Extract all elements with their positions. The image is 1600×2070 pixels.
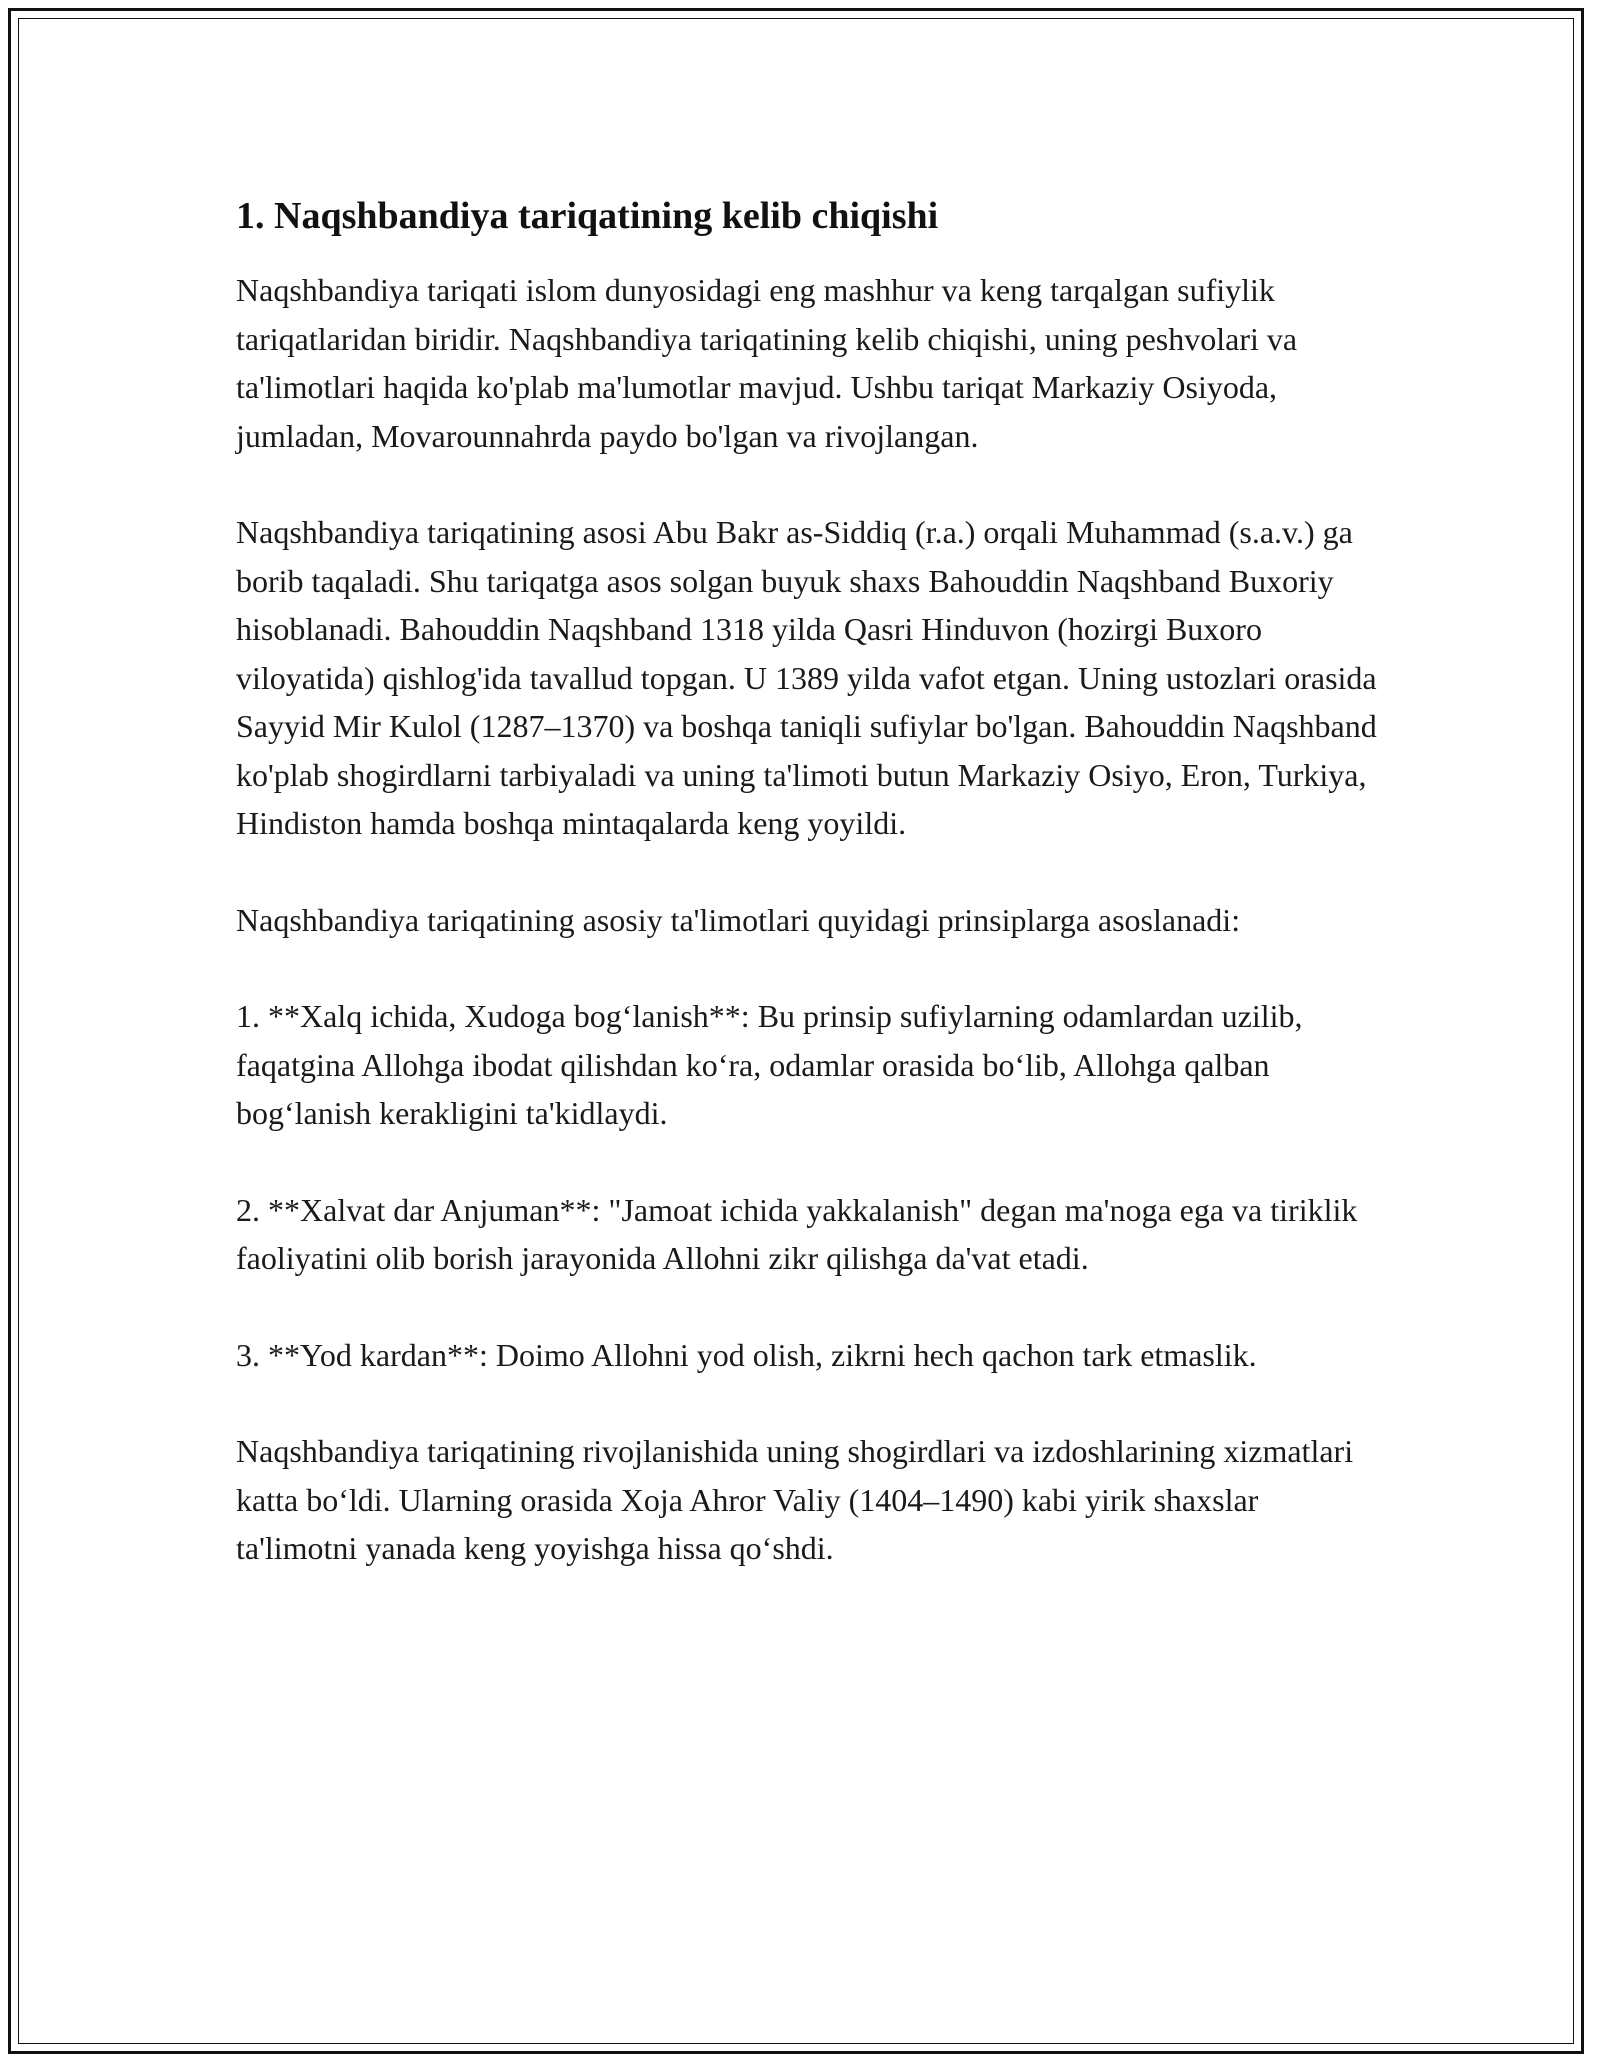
paragraph-intro: Naqshbandiya tariqati islom dunyosidagi eng mashhur va keng tarqalgan sufiylik tariqatlaridan biridir. Naqshbandiya tariqatining kelib chiqishi, uning peshvolari va ta'limotlari haqida ko'plab ma'lumotlar mavjud. Ushbu tariqat Markaziy Osiyoda, jumladan, Movarounnahrda paydo bo'lgan va rivojlangan.: [236, 272, 1298, 454]
list-item-principle-3: 3. **Yod kardan**: Doimo Allohni yod olish, zikrni hech qachon tark etmaslik.: [236, 1336, 1257, 1373]
paragraph-development: Naqshbandiya tariqatining rivojlanishida uning shogirdlari va izdoshlarining xizmatlari katta bo‘ldi. Ularning orasida Xoja Ahror Valiy (1404–1490) kabi yirik shaxslar ta'limotni yanada keng yoyishga hissa qo‘shdi.: [236, 1433, 1354, 1566]
list-item-principle-1: 1. **Xalq ichida, Xudoga bog‘lanish**: Bu prinsip sufiylarning odamlardan uzilib, faqatgina Allohga ibodat qilishdan ko‘ra, odamlar orasida bo‘lib, Allohga qalban bog‘lanish kerakligini ta'kidlaydi.: [236, 998, 1303, 1131]
paragraph-principles-intro: Naqshbandiya tariqatining asosiy ta'limotlari quyidagi prinsiplarga asoslanadi:: [236, 901, 1241, 938]
paragraph-origins: Naqshbandiya tariqatining asosi Abu Bakr as-Siddiq (r.a.) orqali Muhammad (s.a.v.) ga borib taqaladi. Shu tariqatga asos solgan buyuk shaxs Bahouddin Naqshband Buxoriy hisoblanadi. Bahouddin Naqshband 1318 yilda Qasri Hinduvon (hozirgi Buxoro viloyatida) qishlog'ida tavallud topgan. U 1389 yilda vafot etgan. Uning ustozlari orasida Sayyid Mir Kulol (1287–1370) va boshqa taniqli sufiylar bo'lgan. Bahouddin Naqshband ko'plab shogirdlarni tarbiyaladi va uning ta'limoti butun Markaziy Osiyo, Eron, Turkiya, Hindiston hamda boshqa mintaqalarda keng yoyildi.: [236, 514, 1377, 841]
list-item-principle-2: 2. **Xalvat dar Anjuman**: "Jamoat ichida yakkalanish" degan ma'noga ega va tiriklik faoliyatini olib borish jarayonida Allohni zikr qilishga da'vat etadi.: [236, 1191, 1358, 1276]
document-body: [236, 188, 1386, 1621]
section-heading: 1. Naqshbandiya tariqatining kelib chiqishi: [236, 195, 939, 237]
